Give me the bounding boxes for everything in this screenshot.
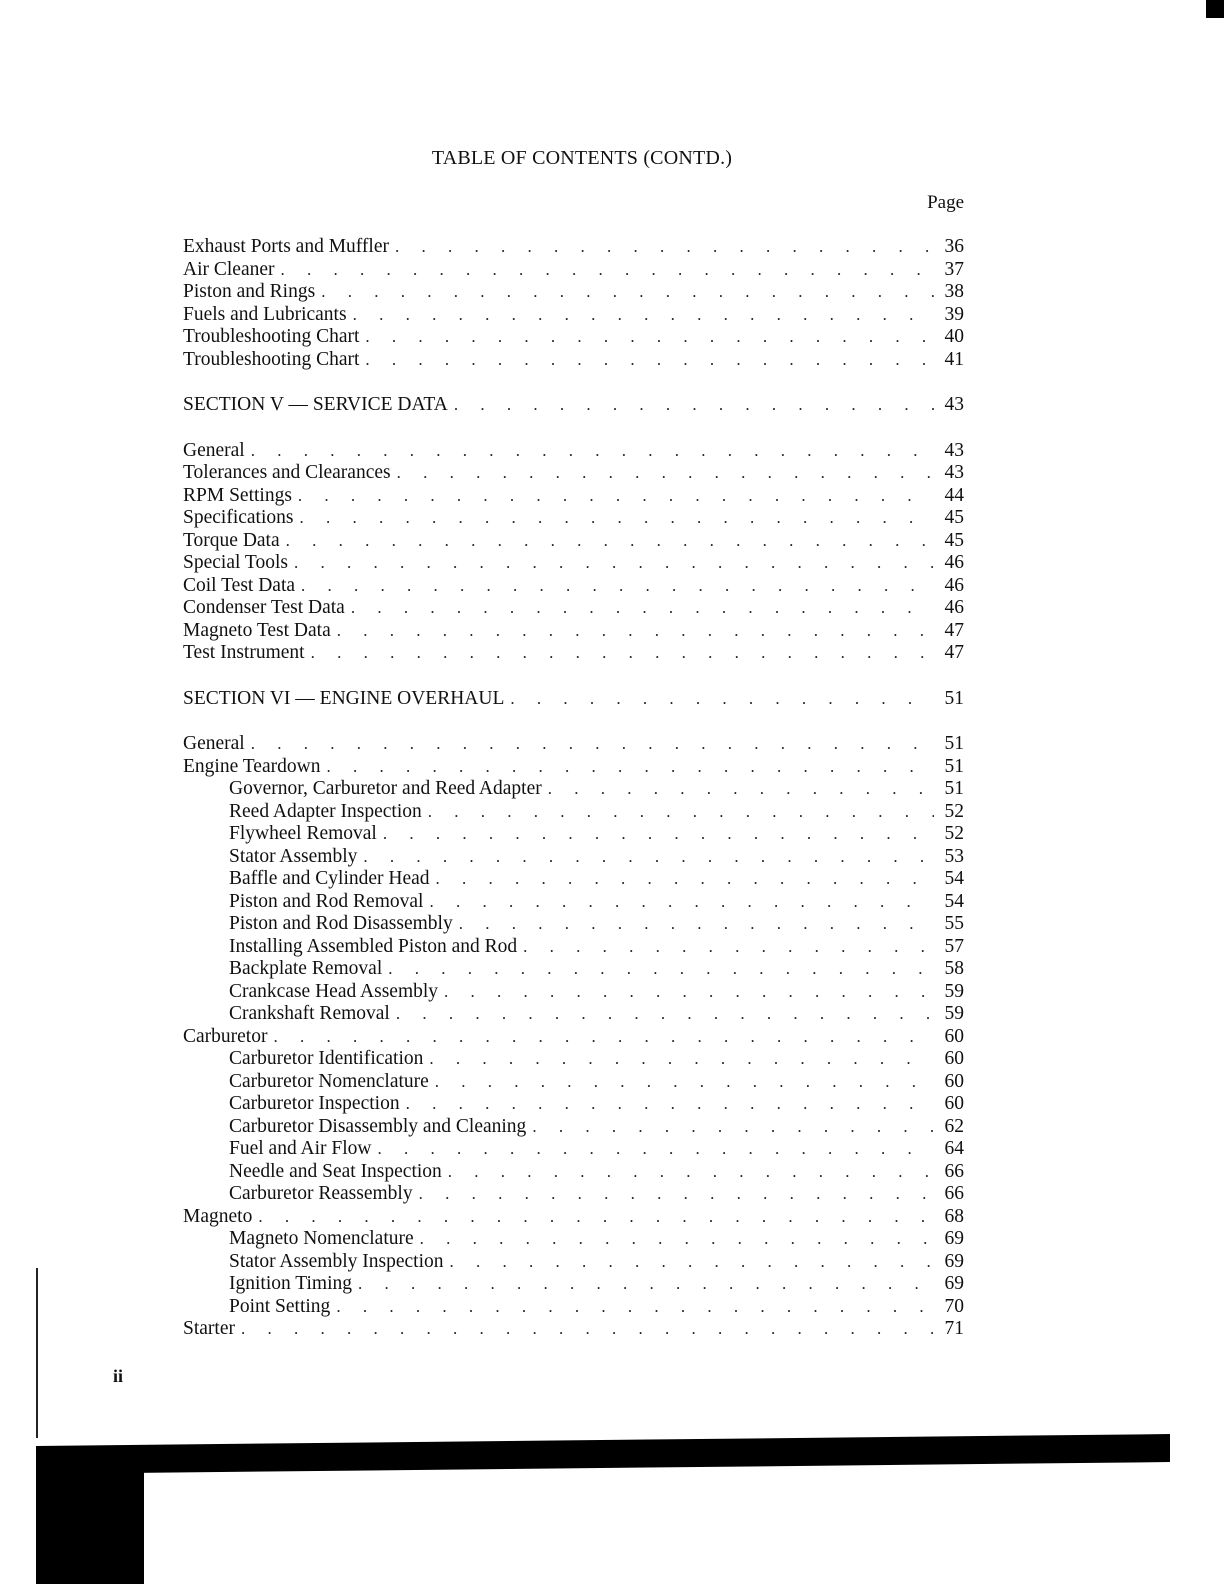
toc-entry <box>183 485 964 508</box>
toc-entry <box>183 1183 964 1206</box>
dot-leader <box>523 936 934 959</box>
toc-entry <box>183 868 964 891</box>
toc-entry-label: Starter <box>183 1318 235 1339</box>
toc-entry-label: RPM Settings <box>183 484 292 506</box>
toc-entry-label: Troubleshooting Chart <box>183 348 360 370</box>
dot-leader <box>363 846 934 869</box>
toc-entry-page: 43 <box>944 394 964 415</box>
toc-entry-label: SECTION VI — ENGINE OVERHAUL <box>183 687 505 709</box>
dot-leader <box>377 1138 934 1161</box>
toc-entry-label: Carburetor Nomenclature <box>229 1070 429 1092</box>
toc-entry-page: 69 <box>944 1228 964 1249</box>
toc-entry-page: 46 <box>944 552 964 573</box>
toc-entry-page: 51 <box>944 687 964 709</box>
toc-entry <box>183 846 964 869</box>
toc-entry-page: 68 <box>944 1205 964 1227</box>
toc-entry-page: 53 <box>944 845 964 867</box>
toc-entry-page: 38 <box>944 281 964 302</box>
page-title: TABLE OF CONTENTS (CONTD.) <box>431 147 733 169</box>
dot-leader <box>273 1026 934 1049</box>
toc-entry-label: Needle and Seat Inspection <box>229 1160 442 1182</box>
dot-leader <box>428 801 934 824</box>
toc-entry-label: Piston and Rod Removal <box>229 890 424 912</box>
toc-entry-page: 37 <box>944 258 964 280</box>
toc-entry-label: Tolerances and Clearances <box>183 462 391 483</box>
dot-leader <box>337 620 934 643</box>
dot-leader <box>336 1296 934 1319</box>
toc-entry-label: Installing Assembled Piston and Rod <box>229 935 518 957</box>
toc-entry <box>183 620 964 643</box>
toc-entry <box>183 1273 964 1296</box>
page-number: ii <box>113 1366 124 1386</box>
toc-entry-page: 66 <box>944 1160 964 1182</box>
dot-leader <box>395 236 934 259</box>
toc-entry <box>183 891 964 914</box>
dot-leader <box>241 1318 934 1341</box>
toc-entry-label: Troubleshooting Chart <box>183 326 360 347</box>
dot-leader <box>435 1071 934 1094</box>
toc-entry <box>183 1026 964 1049</box>
toc-entry <box>183 530 964 553</box>
toc-entry-page: 69 <box>944 1250 964 1272</box>
dot-leader <box>365 326 934 349</box>
toc-entry <box>183 1251 964 1274</box>
toc-entry-page: 71 <box>944 1318 964 1339</box>
toc-entry-page: 54 <box>944 868 964 889</box>
toc-entry-label: Air Cleaner <box>183 258 275 280</box>
toc-entry-page: 60 <box>944 1025 964 1047</box>
toc-entry-label: Coil Test Data <box>183 574 296 596</box>
toc-entry-label: SECTION V — SERVICE DATA <box>183 394 448 415</box>
toc-entry-label: Stator Assembly Inspection <box>229 1250 444 1272</box>
toc-entry-page: 60 <box>944 1093 964 1114</box>
toc-entry-label: Piston and Rod Disassembly <box>229 913 453 934</box>
dot-leader <box>532 1116 934 1139</box>
dot-leader <box>353 304 934 327</box>
toc-entry-page: 46 <box>944 574 964 596</box>
toc-entry-label: Magneto Nomenclature <box>229 1228 414 1249</box>
scan-artifact-line <box>36 1268 38 1438</box>
toc-entry <box>183 936 964 959</box>
toc-entry <box>183 1228 964 1251</box>
toc-entry <box>183 981 964 1004</box>
dot-leader <box>294 552 934 575</box>
toc-entry-page: 43 <box>944 439 964 461</box>
toc-entry-label: Carburetor <box>183 1025 268 1047</box>
toc-entry-label: General <box>183 733 245 754</box>
toc-entry-label: Engine Teardown <box>183 755 321 777</box>
dot-leader <box>510 688 934 711</box>
toc-entry <box>183 733 964 756</box>
toc-entry-label: Condenser Test Data <box>183 597 345 618</box>
dot-leader <box>311 642 934 665</box>
toc-entry-page: 62 <box>944 1115 964 1137</box>
toc-entry <box>183 642 964 665</box>
toc-entry <box>183 958 964 981</box>
dot-leader <box>436 868 934 891</box>
toc-entry-page: 57 <box>944 935 964 957</box>
toc-entry-label: Fuel and Air Flow <box>229 1138 372 1159</box>
toc-entry-label: Carburetor Identification <box>229 1048 424 1069</box>
toc-section-heading <box>183 688 964 711</box>
dot-leader <box>301 575 934 598</box>
dot-leader <box>548 778 934 801</box>
toc-entry <box>183 281 964 304</box>
toc-entry <box>183 756 964 779</box>
toc-entry-label: Carburetor Disassembly and Cleaning <box>229 1115 527 1137</box>
toc-entry-page: 69 <box>944 1273 964 1294</box>
toc-entry-page: 44 <box>944 484 964 506</box>
toc-entry <box>183 1116 964 1139</box>
scan-artifact-block <box>36 1455 144 1584</box>
toc-entry-page: 47 <box>944 619 964 641</box>
toc-entry-page: 60 <box>944 1048 964 1069</box>
toc-entry-label: Test Instrument <box>183 642 305 663</box>
dot-leader <box>388 958 934 981</box>
toc-entry <box>183 440 964 463</box>
dot-leader <box>420 1228 934 1251</box>
toc-entry <box>183 1048 964 1071</box>
toc-entry <box>183 349 964 372</box>
toc-entry <box>183 507 964 530</box>
toc-entry-label: Special Tools <box>183 552 288 573</box>
dot-leader <box>449 1251 934 1274</box>
toc-entry-page: 41 <box>944 348 964 370</box>
toc-entry-page: 51 <box>944 733 964 754</box>
toc-entry-page: 40 <box>944 326 964 347</box>
toc-entry <box>183 259 964 282</box>
toc-entry <box>183 462 964 485</box>
dot-leader <box>419 1183 934 1206</box>
toc-entry-label: Backplate Removal <box>229 958 383 979</box>
toc-entry-page: 52 <box>944 823 964 844</box>
toc-entry-label: Governor, Carburetor and Reed Adapter <box>229 778 542 799</box>
dot-leader <box>299 507 934 530</box>
toc-entry-label: Magneto Test Data <box>183 619 331 641</box>
dot-leader <box>365 349 934 372</box>
toc-entry <box>183 1161 964 1184</box>
toc-entry <box>183 552 964 575</box>
toc-entry-page: 70 <box>944 1295 964 1317</box>
toc-entry-page: 45 <box>944 529 964 551</box>
toc-entry-page: 45 <box>944 507 964 528</box>
toc-entry-label: Torque Data <box>183 529 280 551</box>
toc-entry-label: Stator Assembly <box>229 845 358 867</box>
dot-leader <box>459 913 934 936</box>
toc-entry <box>183 1318 964 1341</box>
dot-leader <box>286 530 934 553</box>
scan-artifact-corner <box>1206 0 1224 18</box>
toc-entry-page: 60 <box>944 1070 964 1092</box>
toc-entry-page: 64 <box>944 1138 964 1159</box>
toc-entry-page: 66 <box>944 1183 964 1204</box>
toc-entry-page: 47 <box>944 642 964 663</box>
toc-entry <box>183 575 964 598</box>
toc-entry-label: Carburetor Inspection <box>229 1093 400 1114</box>
toc-entry <box>183 1206 964 1229</box>
dot-leader <box>406 1093 934 1116</box>
dot-leader <box>326 756 934 779</box>
toc-entry-page: 52 <box>944 800 964 822</box>
toc-entry-label: Crankcase Head Assembly <box>229 980 439 1002</box>
toc-entry-page: 51 <box>944 755 964 777</box>
dot-leader <box>397 462 934 485</box>
dot-leader <box>281 259 934 282</box>
toc-entry-label: Magneto <box>183 1205 253 1227</box>
toc-entry-page: 36 <box>944 236 964 257</box>
dot-leader <box>358 1273 934 1296</box>
toc-entry <box>183 913 964 936</box>
toc-entry-page: 43 <box>944 462 964 483</box>
dot-leader <box>429 891 934 914</box>
scan-artifact-bar <box>36 1434 1170 1474</box>
toc-entry <box>183 1093 964 1116</box>
dot-leader <box>444 981 934 1004</box>
toc-entry-label: Piston and Rings <box>183 281 316 302</box>
toc-entry-label: Fuels and Lubricants <box>183 303 347 325</box>
toc-entry <box>183 1138 964 1161</box>
dot-leader <box>383 823 934 846</box>
toc-entry <box>183 326 964 349</box>
toc-entry <box>183 236 964 259</box>
toc-entry-label: Specifications <box>183 507 294 528</box>
toc-entry <box>183 1296 964 1319</box>
toc-entry <box>183 1003 964 1026</box>
toc-entry-label: Carburetor Reassembly <box>229 1183 413 1204</box>
toc-entry <box>183 1071 964 1094</box>
toc-entry-label: Baffle and Cylinder Head <box>229 868 430 889</box>
toc-entry-page: 59 <box>944 980 964 1002</box>
dot-leader <box>351 597 934 620</box>
toc-entry-label: Point Setting <box>229 1295 331 1317</box>
toc-entry-page: 59 <box>944 1003 964 1024</box>
toc-entry-page: 54 <box>944 890 964 912</box>
toc-section-heading <box>183 394 964 417</box>
toc-entry <box>183 597 964 620</box>
toc-entry-label: Ignition Timing <box>229 1273 352 1294</box>
toc-entry-label: General <box>183 439 245 461</box>
toc-entry-label: Flywheel Removal <box>229 823 377 844</box>
page-column-heading: Page <box>927 192 964 213</box>
toc-entry-page: 55 <box>944 913 964 934</box>
dot-leader <box>251 733 934 756</box>
toc-entry-label: Exhaust Ports and Muffler <box>183 236 389 257</box>
toc-entry-page: 58 <box>944 958 964 979</box>
toc-entry <box>183 823 964 846</box>
dot-leader <box>429 1048 934 1071</box>
dot-leader <box>298 485 934 508</box>
toc-entry <box>183 778 964 801</box>
dot-leader <box>321 281 934 304</box>
toc-entry-label: Reed Adapter Inspection <box>229 800 422 822</box>
dot-leader <box>251 440 934 463</box>
toc-entry <box>183 801 964 824</box>
toc-entry-page: 39 <box>944 303 964 325</box>
toc-entry-page: 51 <box>944 778 964 799</box>
dot-leader <box>448 1161 934 1184</box>
dot-leader <box>396 1003 934 1026</box>
dot-leader <box>454 394 934 417</box>
toc-entry-page: 46 <box>944 597 964 618</box>
toc-entry <box>183 304 964 327</box>
dot-leader <box>258 1206 934 1229</box>
table-of-contents <box>183 236 964 1341</box>
toc-entry-label: Crankshaft Removal <box>229 1003 390 1024</box>
